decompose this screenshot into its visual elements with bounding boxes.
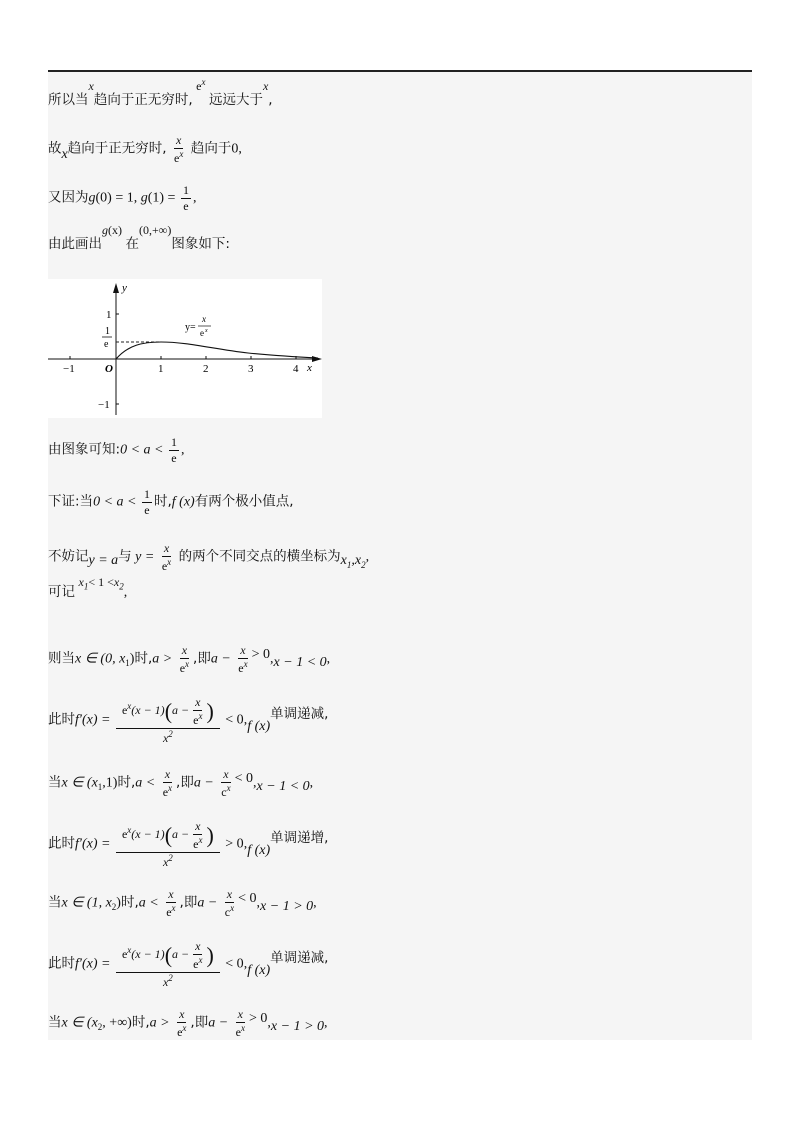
- math-text: (x − 1): [131, 702, 165, 717]
- math-text: x − 1 > 0: [260, 899, 314, 915]
- text: ,: [268, 92, 273, 108]
- math-var: x: [354, 553, 362, 569]
- math-text: < 0: [234, 771, 254, 787]
- math-text: (x − 1): [131, 826, 165, 841]
- text-line-15: [48, 1008, 328, 1038]
- fraction-denominator: e: [144, 502, 150, 517]
- xtick-label-neg1: −1: [63, 363, 75, 375]
- math-sup: x: [198, 834, 203, 845]
- math-text: 0 < a <: [93, 494, 137, 510]
- xtick-label-2: 2: [203, 363, 209, 375]
- math-text: (x − 1): [131, 946, 165, 961]
- fraction-numerator: x: [168, 887, 174, 901]
- text-line-7: [48, 542, 369, 572]
- math-var: x: [61, 147, 68, 163]
- fraction-denominator: x: [162, 731, 169, 746]
- fraction-numerator: x: [195, 939, 201, 953]
- text-line-10: [48, 696, 328, 745]
- text: ,即: [176, 774, 194, 791]
- text-line-9: [48, 644, 330, 674]
- big-fraction: [116, 696, 220, 745]
- math-text: < 0: [225, 712, 244, 728]
- big-fraction: [116, 940, 220, 989]
- text: 此时: [48, 835, 75, 852]
- math-text: ,: [313, 895, 317, 911]
- math-sup: x: [127, 944, 132, 955]
- fraction: [178, 644, 191, 674]
- curve-label-densup: x: [205, 328, 208, 334]
- text-line-1: [48, 77, 273, 108]
- math-e: e: [196, 79, 202, 93]
- math-text: x ∈ (x: [61, 1015, 98, 1031]
- text: 与: [118, 548, 132, 565]
- math-text: y =: [135, 549, 155, 565]
- text: 所以当: [48, 92, 89, 108]
- text: 当: [48, 1014, 62, 1031]
- fraction-numerator: x: [195, 819, 201, 833]
- math-sup: x: [182, 1022, 187, 1033]
- graph-svg: [48, 279, 322, 418]
- math-text: (1) =: [147, 190, 176, 206]
- math-sup: x: [171, 902, 176, 913]
- math-text: ,: [253, 775, 257, 791]
- math-sup: 2: [168, 853, 173, 864]
- math-text: f (x): [247, 962, 271, 978]
- math-text: > 0: [249, 1011, 268, 1027]
- math-text: a −: [208, 1015, 229, 1031]
- math-text: ,: [180, 442, 185, 458]
- fraction-numerator: 1: [170, 435, 177, 449]
- fraction: [191, 696, 204, 726]
- fraction-denominator: e: [193, 956, 199, 971]
- math-sup: x: [243, 658, 248, 669]
- math-sub: 1: [125, 658, 130, 669]
- y-axis-arrow: [113, 283, 119, 293]
- text-line-4: [48, 223, 230, 252]
- math-sup: x: [201, 77, 206, 87]
- fraction-denominator: x: [162, 855, 169, 870]
- text: 时,: [153, 493, 172, 510]
- text: 有两个极小值点,: [194, 493, 294, 510]
- math-text: f (x): [247, 718, 271, 734]
- fraction-denominator: e: [162, 784, 169, 799]
- function-graph: [48, 279, 322, 418]
- text: 时,: [120, 894, 139, 911]
- fraction-denominator: e: [171, 450, 177, 465]
- fraction-numerator: x: [240, 643, 246, 657]
- math-sup: x: [198, 954, 203, 965]
- text: 远远大于: [208, 92, 263, 108]
- text-line-6: [48, 488, 294, 516]
- text: ,即: [193, 650, 211, 667]
- math-text: < 0: [225, 956, 244, 972]
- math-text: ,: [243, 836, 248, 852]
- math-text: x ∈ (1, x: [61, 895, 112, 911]
- math-text: ,: [267, 1015, 271, 1031]
- math-text: > 0: [251, 647, 271, 663]
- fraction-denominator: c: [221, 784, 227, 799]
- text: 趋向于: [190, 140, 232, 157]
- math-text: 0,: [231, 141, 242, 157]
- math-text: < 0: [238, 891, 257, 907]
- math-text: f (x): [247, 842, 271, 858]
- math-e: e: [121, 702, 128, 717]
- math-text: 0 < a <: [120, 442, 164, 458]
- math-text: ,: [309, 775, 314, 791]
- text: 故: [48, 140, 62, 157]
- math-sub: 2: [361, 560, 366, 571]
- math-text: a −: [193, 775, 214, 791]
- fraction: [161, 768, 174, 798]
- math-text: ,: [365, 549, 370, 565]
- y-axis-label: y: [122, 282, 127, 294]
- math-sup: 2: [168, 973, 173, 984]
- math-sup: x: [185, 658, 190, 669]
- math-var: g: [88, 190, 96, 206]
- math-text: ,: [351, 553, 355, 569]
- math-e: e: [121, 826, 128, 841]
- math-sup: x: [241, 1022, 245, 1033]
- x-axis-arrow: [312, 356, 322, 362]
- text-line-14: [48, 940, 328, 989]
- math-sub: 2: [111, 902, 117, 913]
- curve-label-num: x: [202, 314, 206, 324]
- fraction: [191, 940, 204, 970]
- text: 又因为: [48, 189, 89, 206]
- text: ,即: [190, 1014, 209, 1031]
- math-text: ,: [270, 651, 274, 667]
- math-text: a >: [149, 1015, 170, 1031]
- fraction-numerator: x: [181, 643, 188, 657]
- math-var: g: [102, 223, 108, 237]
- fraction: [219, 768, 232, 798]
- fraction-denominator: e: [193, 712, 199, 727]
- fraction: [234, 1008, 247, 1038]
- fraction-numerator: x: [223, 767, 229, 781]
- math-text: y = a: [88, 553, 119, 569]
- math-text: ,: [243, 956, 248, 972]
- math-text: a −: [172, 702, 190, 717]
- math-text: x − 1 < 0: [256, 779, 310, 795]
- ytick-label-neg1: −1: [98, 399, 110, 411]
- curve-label-den: e: [200, 328, 204, 338]
- math-text: x ∈ (0, x: [75, 651, 126, 667]
- text: 单调递减,: [270, 949, 329, 966]
- text: 由图象可知:: [48, 441, 121, 458]
- math-text: ,: [256, 895, 261, 911]
- fraction-numerator: 1: [182, 183, 189, 197]
- math-sub: 1: [346, 560, 352, 571]
- fraction: [175, 1008, 188, 1038]
- fraction-denominator: e: [235, 1024, 241, 1039]
- text-line-3: [48, 184, 196, 212]
- xtick-label-1: 1: [158, 363, 164, 375]
- math-sub: 2: [97, 1022, 103, 1033]
- math-text: > 0: [225, 836, 244, 852]
- fraction-numerator: 1: [143, 487, 150, 501]
- text-line-2: [48, 134, 242, 164]
- math-text: a >: [152, 651, 173, 667]
- fraction: [142, 488, 152, 516]
- fraction-numerator: x: [164, 767, 171, 781]
- text: 时,: [117, 774, 136, 791]
- math-text: a −: [172, 946, 190, 961]
- fraction: [164, 888, 177, 918]
- math-var: x: [340, 553, 347, 569]
- math-text: , +∞): [102, 1015, 132, 1031]
- math-text: x ∈ (x: [61, 775, 98, 791]
- fraction-denominator: e: [238, 660, 244, 675]
- text-line-12: [48, 820, 328, 869]
- math-sub: 2: [119, 581, 124, 592]
- fraction: [223, 888, 236, 918]
- math-sub: 1: [83, 581, 89, 592]
- ytick-label-1: 1: [106, 309, 112, 321]
- math-text: f′(x) =: [75, 956, 111, 972]
- paren: (: [164, 942, 173, 968]
- fraction-numerator: x: [237, 1007, 243, 1021]
- text: 单调递增,: [270, 829, 329, 846]
- fraction-denominator: e: [177, 1024, 183, 1039]
- math-sup: 2: [168, 729, 173, 740]
- math-text: f′(x) =: [75, 712, 111, 728]
- fraction-denominator: c: [224, 904, 231, 919]
- paren: (: [164, 698, 173, 724]
- text: 由此画出: [48, 236, 102, 252]
- fraction: [172, 134, 185, 164]
- text: 的两个不同交点的横坐标为: [178, 548, 341, 565]
- math-sup: x: [127, 700, 132, 711]
- math-text: ,: [192, 190, 197, 206]
- math-var: x: [262, 79, 269, 93]
- math-sup: x: [168, 782, 173, 793]
- curve-label-prefix: y=: [185, 322, 196, 333]
- text: 此时: [48, 711, 75, 728]
- math-text: (0) = 1,: [95, 190, 138, 206]
- xtick-label-3: 3: [248, 363, 254, 375]
- math-sup: x: [179, 148, 184, 159]
- paren: ): [206, 942, 214, 968]
- math-text: a −: [210, 651, 231, 667]
- math-text: ): [116, 895, 121, 911]
- math-sup: x: [167, 556, 172, 567]
- xtick-label-4: 4: [293, 363, 299, 375]
- math-sup: x: [226, 782, 231, 793]
- math-text: x − 1 < 0: [273, 655, 327, 671]
- text: 在: [125, 236, 139, 252]
- yfrac-num: 1: [105, 326, 110, 337]
- math-e: e: [121, 946, 128, 961]
- fraction-numerator: x: [195, 695, 201, 709]
- math-text: ,: [123, 585, 128, 600]
- fraction-numerator: x: [163, 541, 170, 555]
- math-text: a <: [138, 895, 159, 911]
- math-sup: x: [230, 902, 235, 913]
- fraction-denominator: e: [179, 660, 186, 675]
- fraction-denominator: e: [166, 904, 172, 919]
- fraction: [160, 542, 173, 572]
- math-text: f′(x) =: [75, 836, 111, 852]
- fraction-numerator: x: [226, 887, 233, 901]
- document-body: [48, 72, 752, 1040]
- math-text: a <: [135, 775, 156, 791]
- math-text: (x): [108, 223, 122, 237]
- fraction-numerator: x: [176, 133, 182, 147]
- math-sup: x: [198, 710, 203, 721]
- fraction-denominator: e: [183, 198, 189, 213]
- text: 当: [48, 894, 62, 911]
- x-axis-label: x: [307, 362, 312, 374]
- math-text: ,1): [102, 775, 118, 791]
- text: 下证:当: [48, 493, 94, 510]
- big-fraction: [116, 820, 220, 869]
- text-line-8: [48, 575, 128, 601]
- math-text: ,: [243, 712, 248, 728]
- text: 图象如下:: [171, 236, 230, 252]
- math-text: f (x): [171, 494, 195, 510]
- math-sup: x: [127, 824, 132, 835]
- math-text: x − 1 > 0: [270, 1019, 325, 1035]
- math-var: x: [113, 575, 120, 589]
- text: 则当: [48, 650, 75, 667]
- math-sub: 1: [97, 782, 103, 793]
- math-text: ): [129, 651, 135, 667]
- math-text: ,: [326, 651, 331, 667]
- fraction-denominator: e: [161, 558, 168, 573]
- math-var: x: [88, 79, 94, 93]
- math-var: g: [140, 190, 148, 206]
- fraction: [236, 644, 249, 674]
- math-text: (0,+∞): [139, 223, 172, 237]
- paren: ): [206, 698, 214, 724]
- text: 可记: [48, 584, 75, 600]
- fraction-denominator: e: [193, 836, 199, 851]
- math-var: x: [78, 575, 84, 589]
- fraction: [181, 184, 191, 212]
- fraction-denominator: e: [174, 150, 180, 165]
- text: 趋向于正无穷时,: [93, 92, 193, 108]
- math-text: < 1 <: [88, 575, 114, 589]
- text: 当: [48, 774, 62, 791]
- paren: (: [164, 822, 173, 848]
- text: 不妨记: [48, 548, 89, 565]
- text-line-5: [48, 436, 184, 464]
- text: ,即: [179, 894, 198, 911]
- fraction: [191, 820, 204, 850]
- fraction: [169, 436, 179, 464]
- math-text: a −: [197, 895, 218, 911]
- text: 趋向于正无穷时,: [67, 140, 167, 157]
- text: 时,: [131, 1014, 150, 1031]
- paren: ): [206, 822, 214, 848]
- curve-x-over-ex: [116, 342, 318, 359]
- text: 单调递减,: [270, 705, 329, 722]
- math-text: a −: [172, 826, 190, 841]
- fraction-numerator: x: [179, 1007, 185, 1021]
- math-text: ,: [324, 1015, 328, 1031]
- text-line-11: [48, 768, 313, 798]
- text-line-13: [48, 888, 317, 918]
- yfrac-den: e: [104, 339, 109, 350]
- text: 此时: [48, 955, 75, 972]
- origin-label: O: [105, 363, 113, 375]
- fraction-denominator: x: [162, 975, 169, 990]
- text: 时,: [134, 650, 153, 667]
